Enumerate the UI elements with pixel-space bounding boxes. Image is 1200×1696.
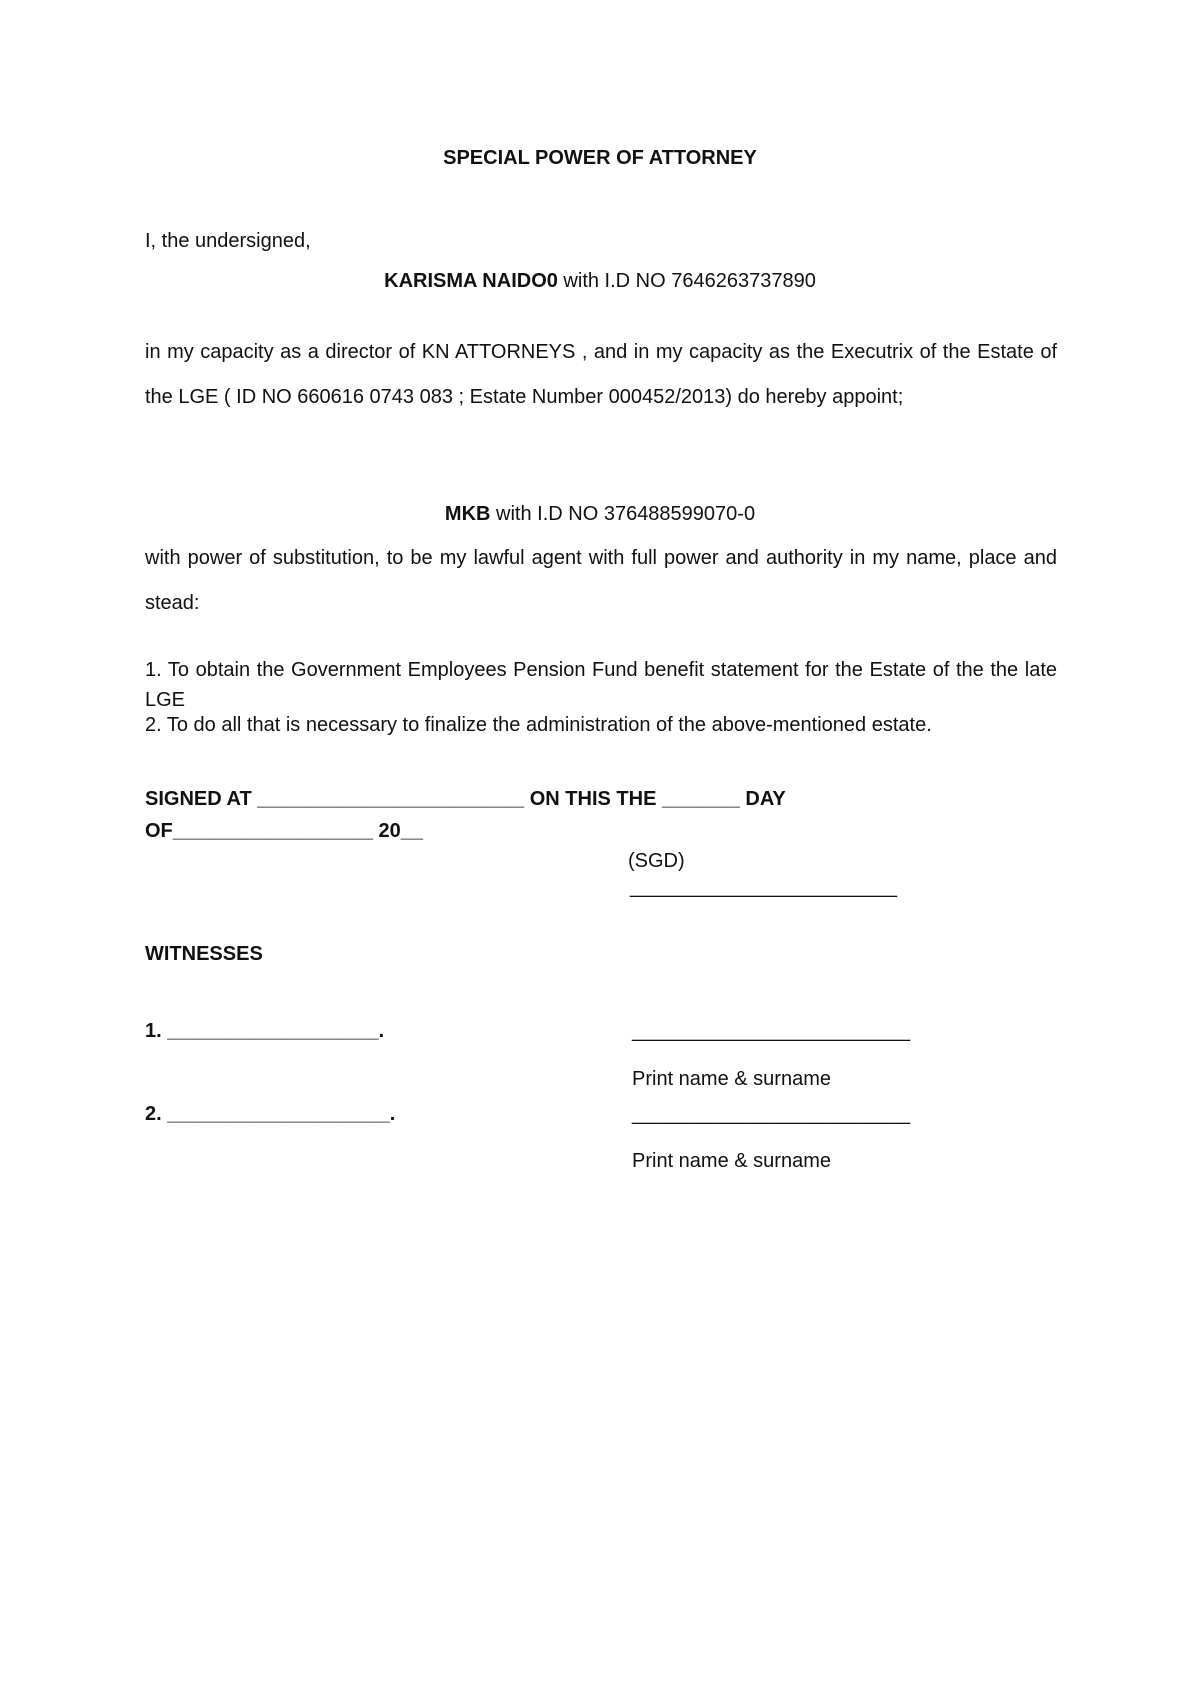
document-title: SPECIAL POWER OF ATTORNEY [443,147,757,169]
witness-1-print-label: Print name & surname [632,1068,831,1090]
principal-name: KARISMA NAIDO0 [384,270,558,292]
witness-2-signature-line: 2. ____________________. [145,1103,396,1125]
witness-2-print-label: Print name & surname [632,1150,831,1172]
of-date-line: OF__________________ 20__ [145,820,424,842]
witnesses-heading: WITNESSES [145,943,263,965]
principal-line [0,270,1200,293]
agent-line [0,503,1200,526]
witness-1-signature-line: 1. ___________________. [145,1020,385,1042]
agent-id: with I.D NO 376488599070-0 [490,503,756,525]
agent-name: MKB [444,503,491,525]
principal-id: with I.D NO 7646263737890 [557,270,816,292]
capacity-paragraph: in my capacity as a director of KN ATTORNEYS , and in my capacity as the Executrix of the Estate of the LGE ( ID NO 660616 0743 083 ; Estate Number 000452/2013) do hereby appoint; [145,341,1057,408]
sgd-label: (SGD) [628,850,685,872]
witness-2-name-line: _________________________ [632,1103,911,1125]
powers-paragraph: with power of substitution, to be my lawful agent with full power and authority in my name, place and stead: [145,547,1057,614]
signature-line: ________________________ [630,876,897,898]
witness-1-name-line: _________________________ [632,1020,911,1042]
list-item-2: 2. To do all that is necessary to finalize the administration of the above-mentioned estate. [145,714,932,736]
list-item-1: 1. To obtain the Government Employees Pension Fund benefit statement for the Estate of the the late LGE [145,659,1057,711]
signed-at-line: SIGNED AT ________________________ ON THIS THE _______ DAY [145,788,786,810]
intro-line: I, the undersigned, [145,230,311,252]
